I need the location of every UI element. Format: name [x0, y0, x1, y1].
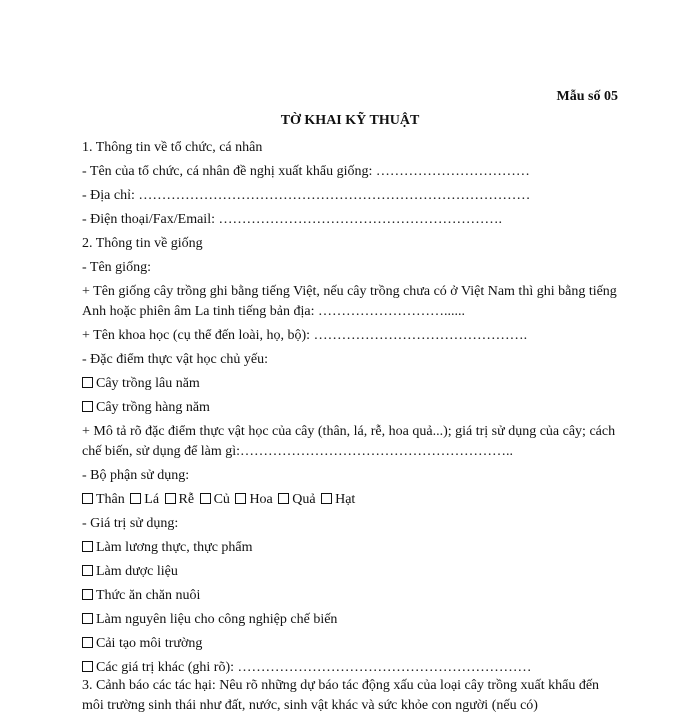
perennial-option[interactable]: [82, 372, 622, 396]
variety-name-label: - Tên giống:: [82, 260, 151, 275]
part-label-stem: Thân: [96, 492, 125, 507]
use-checkbox-food[interactable]: [82, 541, 93, 552]
use-checkbox-industry[interactable]: [82, 613, 93, 624]
section2-heading: 2. Thông tin về giống: [82, 236, 203, 251]
use-checkbox-other[interactable]: [82, 661, 93, 672]
section3-heading: 3. Cảnh báo các tác hại: Nêu rõ những dự báo tác động xấu của loại cây trồng xuất khẩu đến môi trường sinh thái như đất, nước, sinh vật khác và sức khỏe con người (nếu có): [82, 678, 600, 713]
part-checkbox-leaf[interactable]: [130, 493, 141, 504]
form-number: Mẫu số 05: [556, 89, 618, 104]
use-label-medicine: Làm dược liệu: [96, 564, 178, 579]
part-checkbox-fruit[interactable]: [278, 493, 289, 504]
annual-checkbox[interactable]: [82, 401, 93, 412]
address-field: - Địa chỉ: …………………………………………………………………………: [82, 188, 531, 203]
annual-option[interactable]: [82, 396, 622, 420]
use-checkbox-medicine[interactable]: [82, 565, 93, 576]
part-checkbox-root[interactable]: [165, 493, 176, 504]
parts-used-options: [82, 488, 622, 512]
botanical-traits-label: - Đặc điểm thực vật học chủ yếu:: [82, 352, 269, 367]
contact-field: - Điện thoại/Fax/Email: …………………………………………………….: [82, 212, 502, 227]
perennial-checkbox[interactable]: [82, 377, 93, 388]
scientific-name-field: + Tên khoa học (cụ thể đến loài, họ, bộ): ……………………………………….: [82, 328, 528, 343]
use-label-industry: Làm nguyên liệu cho công nghiệp chế biến: [96, 612, 338, 627]
use-checkbox-environment[interactable]: [82, 637, 93, 648]
use-option-environment[interactable]: [82, 632, 622, 656]
use-checkbox-feed[interactable]: [82, 589, 93, 600]
use-option-feed[interactable]: [82, 584, 622, 608]
part-label-seed: Hạt: [335, 492, 356, 507]
use-value-label: - Giá trị sử dụng:: [82, 516, 179, 531]
part-label-root: Rễ: [178, 492, 195, 507]
use-option-food[interactable]: [82, 536, 622, 560]
form-body: [82, 136, 622, 680]
use-label-other: Các giá trị khác (ghi rõ): ………………………………………………………: [96, 660, 532, 675]
section1-heading: 1. Thông tin về tổ chức, cá nhân: [82, 140, 263, 155]
part-label-tuber: Củ: [213, 492, 230, 507]
use-label-feed: Thức ăn chăn nuôi: [96, 588, 201, 603]
variety-name-note: + Tên giống cây trồng ghi bằng tiếng Việt, nếu cây trồng chưa có ở Việt Nam thì ghi bằng tiếng Anh hoặc phiên âm La tinh tiếng bản địa: ………………………......: [82, 284, 617, 319]
part-checkbox-flower[interactable]: [235, 493, 246, 504]
part-checkbox-seed[interactable]: [321, 493, 332, 504]
perennial-label: Cây trồng lâu năm: [96, 376, 200, 391]
use-label-food: Làm lương thực, thực phẩm: [96, 540, 253, 555]
botanical-description-field: + Mô tả rõ đặc điểm thực vật học của cây (thân, lá, rễ, hoa quả...); giá trị sử dụng của cây; cách chế biến, sử dụng để làm gì:…………………………………………………..: [82, 424, 616, 459]
part-label-leaf: Lá: [144, 492, 160, 507]
part-checkbox-stem[interactable]: [82, 493, 93, 504]
page-title: TỜ KHAI KỸ THUẬT: [280, 113, 420, 128]
org-name-field: - Tên của tổ chức, cá nhân đề nghị xuất khẩu giống: ……………………………: [82, 164, 530, 179]
part-checkbox-tuber[interactable]: [200, 493, 211, 504]
use-label-environment: Cải tạo môi trường: [96, 636, 203, 651]
part-label-fruit: Quả: [292, 492, 316, 507]
part-label-flower: Hoa: [249, 492, 273, 507]
use-option-industry[interactable]: [82, 608, 622, 632]
use-option-medicine[interactable]: [82, 560, 622, 584]
parts-used-label: - Bộ phận sử dụng:: [82, 468, 190, 483]
annual-label: Cây trồng hàng năm: [96, 400, 210, 415]
